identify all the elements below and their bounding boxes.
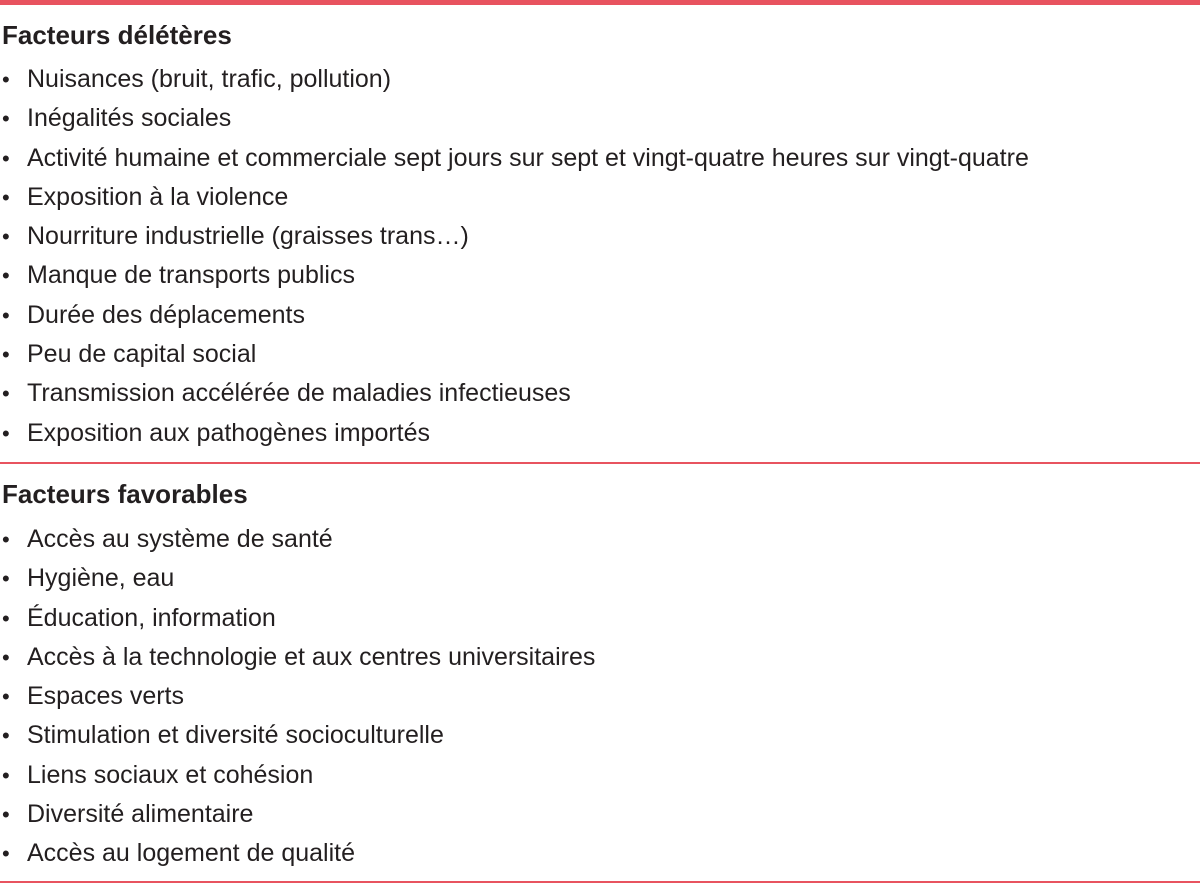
list-item-text: Accès à la technologie et aux centres universitaires [27, 642, 596, 671]
list-item-text: Accès au système de santé [27, 525, 333, 553]
list-item-text: Nuisances (bruit, trafic, pollution) [27, 65, 392, 93]
list-item [0, 638, 595, 677]
bullet-icon: • [2, 644, 10, 670]
list-item [0, 374, 1029, 413]
list-item [0, 217, 1029, 256]
list-item-text: Espaces verts [27, 682, 185, 711]
bullet-icon: • [2, 684, 10, 710]
bullet-icon: • [2, 605, 10, 631]
list-item [0, 256, 1029, 295]
section-divider [0, 462, 1200, 464]
list-item-text: Transmission accélérée de maladies infectieuses [27, 379, 571, 408]
list-item-text: Durée des déplacements [27, 300, 305, 329]
list-item [0, 520, 595, 559]
bottom-divider [0, 881, 1200, 883]
bullet-icon: • [2, 381, 10, 407]
list-item-text: Inégalités sociales [27, 104, 232, 133]
section-heading-deleterious: Facteurs délétères [2, 20, 232, 50]
list-item-text: Peu de capital social [27, 340, 257, 369]
list-item-text: Exposition aux pathogènes importés [27, 418, 431, 447]
list-item [0, 414, 1029, 453]
bullet-icon: • [2, 527, 10, 552]
bullet-icon: • [2, 762, 10, 788]
bullet-icon: • [2, 106, 10, 132]
list-item [0, 139, 1029, 178]
bullet-icon: • [2, 224, 10, 250]
list-item-text: Exposition à la violence [27, 182, 289, 211]
bullet-icon: • [2, 723, 10, 749]
list-item [0, 99, 1029, 138]
list-item [0, 60, 1029, 99]
list-item-text: Manque de transports publics [27, 261, 355, 290]
list-item [0, 599, 595, 638]
list-item [0, 834, 595, 873]
list-item [0, 756, 595, 795]
list-item [0, 677, 595, 716]
top-divider [0, 0, 1200, 5]
list-item-text: Éducation, information [27, 603, 276, 632]
section-heading-favorable: Facteurs favorables [2, 479, 248, 509]
bullet-icon: • [2, 145, 10, 171]
list-item [0, 716, 595, 755]
list-item [0, 296, 1029, 335]
list-item-text: Nourriture industrielle (graisses trans…) [27, 222, 469, 251]
list-item-text: Liens sociaux et cohésion [27, 760, 314, 789]
list-item [0, 178, 1029, 217]
bullet-icon: • [2, 841, 10, 867]
bullet-icon: • [2, 420, 10, 446]
bullet-icon: • [2, 802, 10, 828]
deleterious-factors-list [0, 60, 1029, 453]
list-item [0, 795, 595, 834]
list-item-text: Accès au logement de qualité [27, 839, 355, 868]
list-item [0, 335, 1029, 374]
list-item-text: Diversité alimentaire [27, 800, 254, 829]
list-item-text: Hygiène, eau [27, 564, 175, 593]
list-item-text: Stimulation et diversité socioculturelle [27, 721, 444, 750]
bullet-icon: • [2, 67, 10, 92]
bullet-icon: • [2, 184, 10, 210]
bullet-icon: • [2, 263, 10, 289]
list-item-text: Activité humaine et commerciale sept jours sur sept et vingt-quatre heures sur vingt-quatre [27, 143, 1029, 172]
bullet-icon: • [2, 566, 10, 592]
favorable-factors-list [0, 520, 595, 874]
bullet-icon: • [2, 342, 10, 368]
bullet-icon: • [2, 302, 10, 328]
list-item [0, 559, 595, 598]
